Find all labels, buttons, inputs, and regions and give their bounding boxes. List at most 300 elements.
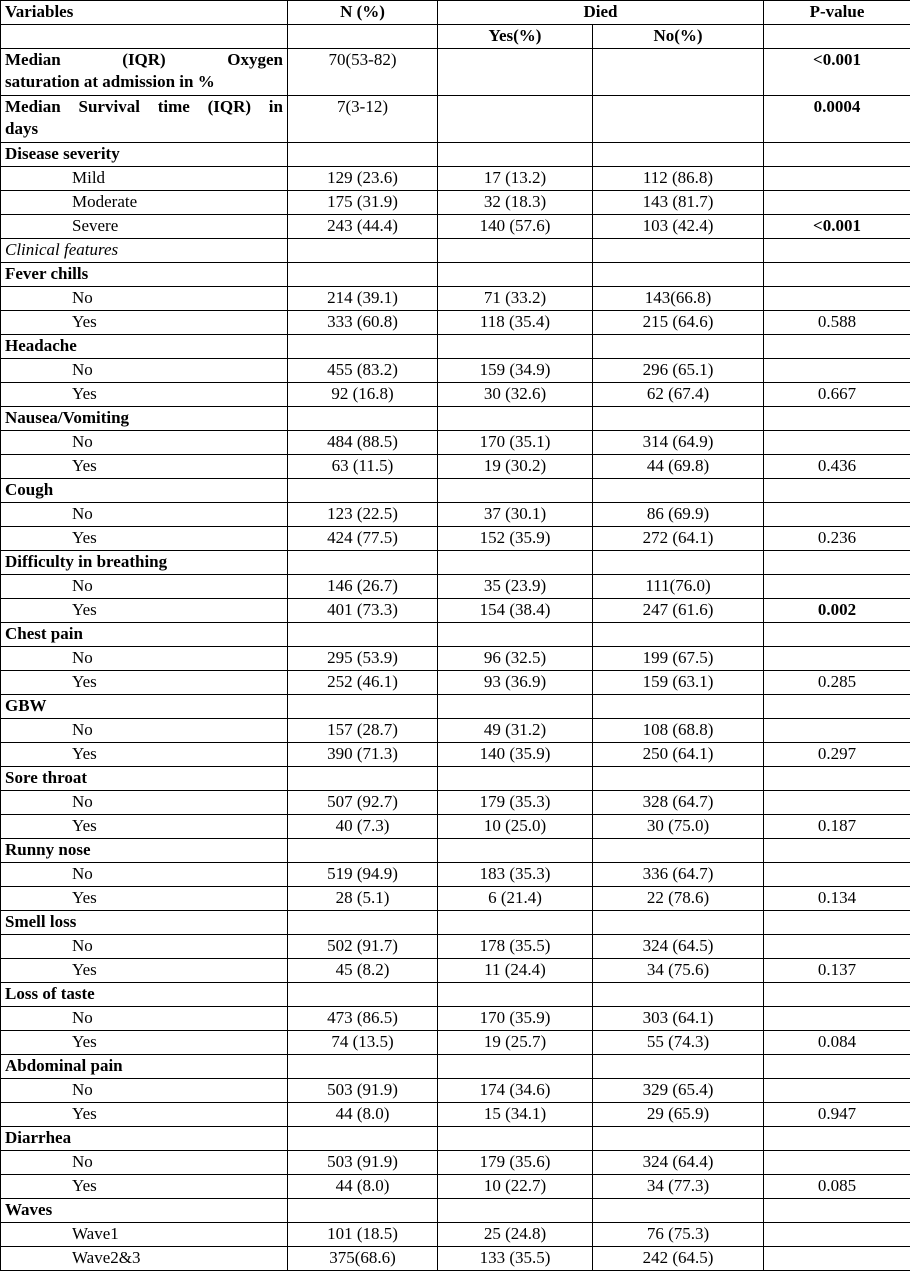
n-pct-cell: 101 (18.5) [288, 1223, 438, 1247]
group-label: Diarrhea [1, 1127, 288, 1151]
empty-cell [438, 1127, 593, 1151]
pvalue-cell: 0.667 [764, 383, 910, 407]
died-no-cell: 314 (64.9) [593, 431, 764, 455]
pvalue-cell: 0.947 [764, 1103, 910, 1127]
empty-cell [438, 479, 593, 503]
header-variables: Variables [1, 1, 288, 25]
level-label: No [1, 791, 288, 815]
pvalue-cell: 0.134 [764, 887, 910, 911]
table-row [1, 527, 910, 551]
died-yes-cell: 140 (35.9) [438, 743, 593, 767]
summary-variable-line1: Median Survival time (IQR) in [5, 97, 283, 116]
empty-cell [764, 239, 910, 263]
empty-cell [438, 767, 593, 791]
empty-cell [764, 911, 910, 935]
pvalue-cell: 0.002 [764, 599, 910, 623]
n-pct-cell: 295 (53.9) [288, 647, 438, 671]
table-row [1, 311, 910, 335]
group-label: Headache [1, 335, 288, 359]
died-no-cell: 55 (74.3) [593, 1031, 764, 1055]
group-header-row [1, 143, 910, 167]
level-label: Severe [1, 215, 288, 239]
n-pct-cell: 157 (28.7) [288, 719, 438, 743]
n-pct-cell: 63 (11.5) [288, 455, 438, 479]
level-label: No [1, 935, 288, 959]
died-no-cell: 29 (65.9) [593, 1103, 764, 1127]
table-row [1, 935, 910, 959]
group-label: Cough [1, 479, 288, 503]
n-pct-cell: 45 (8.2) [288, 959, 438, 983]
died-yes-cell: 15 (34.1) [438, 1103, 593, 1127]
pvalue-cell [764, 431, 910, 455]
empty-cell [764, 1127, 910, 1151]
group-header-row [1, 695, 910, 719]
group-label: Disease severity [1, 143, 288, 167]
table-row [1, 1247, 910, 1271]
level-label: Yes [1, 527, 288, 551]
table-row [1, 599, 910, 623]
group-header-row [1, 839, 910, 863]
n-pct-cell: 28 (5.1) [288, 887, 438, 911]
group-header-row [1, 1127, 910, 1151]
subheader-empty [764, 25, 910, 49]
pvalue-cell: 0.187 [764, 815, 910, 839]
group-label: Sore throat [1, 767, 288, 791]
group-header-row [1, 263, 910, 287]
group-label: Difficulty in breathing [1, 551, 288, 575]
level-label: Yes [1, 743, 288, 767]
group-header-row [1, 407, 910, 431]
empty-cell [764, 695, 910, 719]
level-label: No [1, 503, 288, 527]
pvalue-cell: 0.297 [764, 743, 910, 767]
level-label: No [1, 431, 288, 455]
empty-cell [288, 839, 438, 863]
n-pct-cell: 214 (39.1) [288, 287, 438, 311]
died-no-cell: 215 (64.6) [593, 311, 764, 335]
died-yes-cell: 93 (36.9) [438, 671, 593, 695]
died-yes-cell: 170 (35.1) [438, 431, 593, 455]
n-pct-cell: 507 (92.7) [288, 791, 438, 815]
empty-cell [288, 407, 438, 431]
header-n-pct: N (%) [288, 1, 438, 25]
empty-cell [593, 407, 764, 431]
table-row [1, 887, 910, 911]
table-row [1, 359, 910, 383]
group-label: Smell loss [1, 911, 288, 935]
pvalue-cell: 0.285 [764, 671, 910, 695]
level-label: No [1, 575, 288, 599]
died-no-cell: 76 (75.3) [593, 1223, 764, 1247]
n-pct-cell: 129 (23.6) [288, 167, 438, 191]
level-label: No [1, 1007, 288, 1031]
died-yes-cell: 19 (25.7) [438, 1031, 593, 1055]
group-header-row [1, 911, 910, 935]
table-row [1, 575, 910, 599]
n-pct-cell: 455 (83.2) [288, 359, 438, 383]
table-row [1, 671, 910, 695]
empty-cell [593, 263, 764, 287]
pvalue-cell: <0.001 [764, 215, 910, 239]
died-yes-cell: 37 (30.1) [438, 503, 593, 527]
died-no-cell [593, 49, 764, 96]
table-row [1, 1007, 910, 1031]
empty-cell [288, 1055, 438, 1079]
pvalue-cell [764, 1007, 910, 1031]
died-yes-cell: 35 (23.9) [438, 575, 593, 599]
died-yes-cell: 170 (35.9) [438, 1007, 593, 1031]
section-label-row [1, 239, 910, 263]
table-row [1, 1151, 910, 1175]
group-label: GBW [1, 695, 288, 719]
empty-cell [288, 335, 438, 359]
level-label: No [1, 1079, 288, 1103]
empty-cell [764, 1055, 910, 1079]
empty-cell [593, 983, 764, 1007]
empty-cell [593, 1127, 764, 1151]
died-no-cell: 250 (64.1) [593, 743, 764, 767]
empty-cell [764, 623, 910, 647]
died-no-cell: 62 (67.4) [593, 383, 764, 407]
pvalue-cell: <0.001 [764, 49, 910, 96]
empty-cell [764, 335, 910, 359]
pvalue-cell: 0.236 [764, 527, 910, 551]
table-row [1, 287, 910, 311]
empty-cell [593, 143, 764, 167]
empty-cell [288, 623, 438, 647]
empty-cell [288, 239, 438, 263]
n-pct-cell: 473 (86.5) [288, 1007, 438, 1031]
died-yes-cell: 154 (38.4) [438, 599, 593, 623]
died-yes-cell [438, 49, 593, 96]
empty-cell [593, 1199, 764, 1223]
empty-cell [288, 1199, 438, 1223]
empty-cell [438, 1199, 593, 1223]
table-body [1, 49, 910, 1271]
died-yes-cell: 11 (24.4) [438, 959, 593, 983]
summary-variable-line1: Median (IQR) Oxygen [5, 50, 283, 69]
pvalue-cell: 0.137 [764, 959, 910, 983]
died-yes-cell: 133 (35.5) [438, 1247, 593, 1271]
died-no-cell: 329 (65.4) [593, 1079, 764, 1103]
empty-cell [288, 767, 438, 791]
died-no-cell: 336 (64.7) [593, 863, 764, 887]
group-label: Fever chills [1, 263, 288, 287]
died-no-cell: 272 (64.1) [593, 527, 764, 551]
died-no-cell: 30 (75.0) [593, 815, 764, 839]
level-label: No [1, 863, 288, 887]
died-no-cell: 108 (68.8) [593, 719, 764, 743]
group-header-row [1, 1055, 910, 1079]
level-label: Yes [1, 455, 288, 479]
empty-cell [438, 839, 593, 863]
died-no-cell: 143 (81.7) [593, 191, 764, 215]
table-row [1, 1223, 910, 1247]
pvalue-cell [764, 287, 910, 311]
pvalue-cell [764, 359, 910, 383]
empty-cell [764, 839, 910, 863]
pvalue-cell [764, 719, 910, 743]
summary-row [1, 96, 910, 143]
died-yes-cell: 10 (22.7) [438, 1175, 593, 1199]
empty-cell [593, 767, 764, 791]
table-row [1, 191, 910, 215]
level-label: Yes [1, 959, 288, 983]
subheader-empty [1, 25, 288, 49]
n-pct-cell: 44 (8.0) [288, 1175, 438, 1199]
died-yes-cell: 32 (18.3) [438, 191, 593, 215]
n-pct-cell: 7(3-12) [288, 96, 438, 143]
empty-cell [764, 767, 910, 791]
header-died: Died [438, 1, 764, 25]
n-pct-cell: 70(53-82) [288, 49, 438, 96]
level-label: No [1, 359, 288, 383]
table-row [1, 1103, 910, 1127]
died-yes-cell: 183 (35.3) [438, 863, 593, 887]
level-label: No [1, 287, 288, 311]
group-header-row [1, 479, 910, 503]
pvalue-cell [764, 791, 910, 815]
died-yes-cell: 71 (33.2) [438, 287, 593, 311]
group-label: Chest pain [1, 623, 288, 647]
empty-cell [288, 479, 438, 503]
group-header-row [1, 551, 910, 575]
empty-cell [593, 479, 764, 503]
empty-cell [288, 263, 438, 287]
empty-cell [288, 911, 438, 935]
empty-cell [764, 551, 910, 575]
table-row [1, 383, 910, 407]
empty-cell [288, 1127, 438, 1151]
empty-cell [764, 263, 910, 287]
n-pct-cell: 333 (60.8) [288, 311, 438, 335]
pvalue-cell [764, 167, 910, 191]
table-row [1, 1079, 910, 1103]
died-no-cell: 86 (69.9) [593, 503, 764, 527]
group-label: Loss of taste [1, 983, 288, 1007]
summary-variable-line2: saturation at admission in % [5, 72, 215, 91]
n-pct-cell: 175 (31.9) [288, 191, 438, 215]
died-yes-cell: 118 (35.4) [438, 311, 593, 335]
died-no-cell: 22 (78.6) [593, 887, 764, 911]
died-no-cell: 112 (86.8) [593, 167, 764, 191]
empty-cell [593, 911, 764, 935]
empty-cell [288, 551, 438, 575]
table-row [1, 1031, 910, 1055]
empty-cell [764, 479, 910, 503]
pvalue-cell [764, 1223, 910, 1247]
died-no-cell [593, 96, 764, 143]
pvalue-cell: 0.084 [764, 1031, 910, 1055]
summary-row [1, 49, 910, 96]
level-label: Yes [1, 815, 288, 839]
group-label: Runny nose [1, 839, 288, 863]
level-label: No [1, 647, 288, 671]
died-no-cell: 34 (75.6) [593, 959, 764, 983]
summary-variable-line2: days [5, 119, 39, 138]
died-no-cell: 324 (64.5) [593, 935, 764, 959]
level-label: Yes [1, 671, 288, 695]
died-yes-cell: 179 (35.3) [438, 791, 593, 815]
died-no-cell: 242 (64.5) [593, 1247, 764, 1271]
subheader-row [1, 25, 910, 49]
pvalue-cell [764, 647, 910, 671]
n-pct-cell: 503 (91.9) [288, 1079, 438, 1103]
empty-cell [593, 335, 764, 359]
group-header-row [1, 983, 910, 1007]
empty-cell [764, 983, 910, 1007]
empty-cell [593, 1055, 764, 1079]
header-pvalue: P-value [764, 1, 910, 25]
group-header-row [1, 623, 910, 647]
summary-variable [1, 49, 288, 96]
died-yes-cell: 19 (30.2) [438, 455, 593, 479]
empty-cell [438, 263, 593, 287]
died-yes-cell: 25 (24.8) [438, 1223, 593, 1247]
table-row [1, 503, 910, 527]
n-pct-cell: 44 (8.0) [288, 1103, 438, 1127]
table-row [1, 863, 910, 887]
died-yes-cell: 49 (31.2) [438, 719, 593, 743]
summary-variable [1, 96, 288, 143]
table-row [1, 215, 910, 239]
empty-cell [438, 911, 593, 935]
empty-cell [288, 695, 438, 719]
died-no-cell: 143(66.8) [593, 287, 764, 311]
n-pct-cell: 502 (91.7) [288, 935, 438, 959]
died-no-cell: 247 (61.6) [593, 599, 764, 623]
level-label: Yes [1, 383, 288, 407]
table-row [1, 167, 910, 191]
level-label: Moderate [1, 191, 288, 215]
died-no-cell: 296 (65.1) [593, 359, 764, 383]
pvalue-cell [764, 1247, 910, 1271]
n-pct-cell: 40 (7.3) [288, 815, 438, 839]
n-pct-cell: 519 (94.9) [288, 863, 438, 887]
header-row [1, 1, 910, 25]
n-pct-cell: 123 (22.5) [288, 503, 438, 527]
group-header-row [1, 1199, 910, 1223]
group-header-row [1, 767, 910, 791]
empty-cell [438, 551, 593, 575]
n-pct-cell: 252 (46.1) [288, 671, 438, 695]
n-pct-cell: 243 (44.4) [288, 215, 438, 239]
died-yes-cell: 6 (21.4) [438, 887, 593, 911]
level-label: Yes [1, 311, 288, 335]
n-pct-cell: 424 (77.5) [288, 527, 438, 551]
died-yes-cell: 96 (32.5) [438, 647, 593, 671]
n-pct-cell: 74 (13.5) [288, 1031, 438, 1055]
died-yes-cell: 178 (35.5) [438, 935, 593, 959]
table-row [1, 647, 910, 671]
group-label: Waves [1, 1199, 288, 1223]
n-pct-cell: 146 (26.7) [288, 575, 438, 599]
n-pct-cell: 503 (91.9) [288, 1151, 438, 1175]
empty-cell [593, 839, 764, 863]
died-no-cell: 324 (64.4) [593, 1151, 764, 1175]
table-row [1, 719, 910, 743]
empty-cell [438, 335, 593, 359]
level-label: No [1, 1151, 288, 1175]
pvalue-cell [764, 1151, 910, 1175]
died-yes-cell: 140 (57.6) [438, 215, 593, 239]
level-label: Yes [1, 1031, 288, 1055]
empty-cell [593, 551, 764, 575]
died-no-cell: 103 (42.4) [593, 215, 764, 239]
table-row [1, 959, 910, 983]
pvalue-cell [764, 503, 910, 527]
pvalue-cell [764, 935, 910, 959]
pvalue-cell [764, 191, 910, 215]
died-no-cell: 44 (69.8) [593, 455, 764, 479]
table-row [1, 743, 910, 767]
group-label: Abdominal pain [1, 1055, 288, 1079]
level-label: Wave1 [1, 1223, 288, 1247]
died-no-cell: 34 (77.3) [593, 1175, 764, 1199]
group-label: Nausea/Vomiting [1, 407, 288, 431]
empty-cell [764, 407, 910, 431]
level-label: Yes [1, 1175, 288, 1199]
died-yes-cell: 152 (35.9) [438, 527, 593, 551]
died-no-cell: 159 (63.1) [593, 671, 764, 695]
level-label: Wave2&3 [1, 1247, 288, 1271]
empty-cell [593, 623, 764, 647]
empty-cell [593, 695, 764, 719]
n-pct-cell: 390 (71.3) [288, 743, 438, 767]
empty-cell [438, 1055, 593, 1079]
pvalue-cell [764, 863, 910, 887]
empty-cell [764, 143, 910, 167]
empty-cell [764, 1199, 910, 1223]
header-yes-pct: Yes(%) [438, 25, 593, 49]
empty-cell [438, 623, 593, 647]
group-header-row [1, 335, 910, 359]
table-row [1, 1175, 910, 1199]
level-label: Yes [1, 1103, 288, 1127]
level-label: Yes [1, 599, 288, 623]
header-no-pct: No(%) [593, 25, 764, 49]
died-yes-cell: 174 (34.6) [438, 1079, 593, 1103]
died-no-cell: 328 (64.7) [593, 791, 764, 815]
empty-cell [288, 983, 438, 1007]
died-no-cell: 303 (64.1) [593, 1007, 764, 1031]
died-yes-cell [438, 96, 593, 143]
pvalue-cell [764, 1079, 910, 1103]
n-pct-cell: 92 (16.8) [288, 383, 438, 407]
table-row [1, 455, 910, 479]
died-yes-cell: 10 (25.0) [438, 815, 593, 839]
empty-cell [438, 239, 593, 263]
subheader-empty [288, 25, 438, 49]
empty-cell [593, 239, 764, 263]
pvalue-cell: 0.0004 [764, 96, 910, 143]
empty-cell [438, 407, 593, 431]
n-pct-cell: 484 (88.5) [288, 431, 438, 455]
died-yes-cell: 17 (13.2) [438, 167, 593, 191]
level-label: No [1, 719, 288, 743]
level-label: Yes [1, 887, 288, 911]
empty-cell [438, 695, 593, 719]
n-pct-cell: 375(68.6) [288, 1247, 438, 1271]
died-yes-cell: 159 (34.9) [438, 359, 593, 383]
died-no-cell: 111(76.0) [593, 575, 764, 599]
n-pct-cell: 401 (73.3) [288, 599, 438, 623]
empty-cell [438, 983, 593, 1007]
died-yes-cell: 179 (35.6) [438, 1151, 593, 1175]
empty-cell [438, 143, 593, 167]
pvalue-cell: 0.588 [764, 311, 910, 335]
table-row [1, 815, 910, 839]
